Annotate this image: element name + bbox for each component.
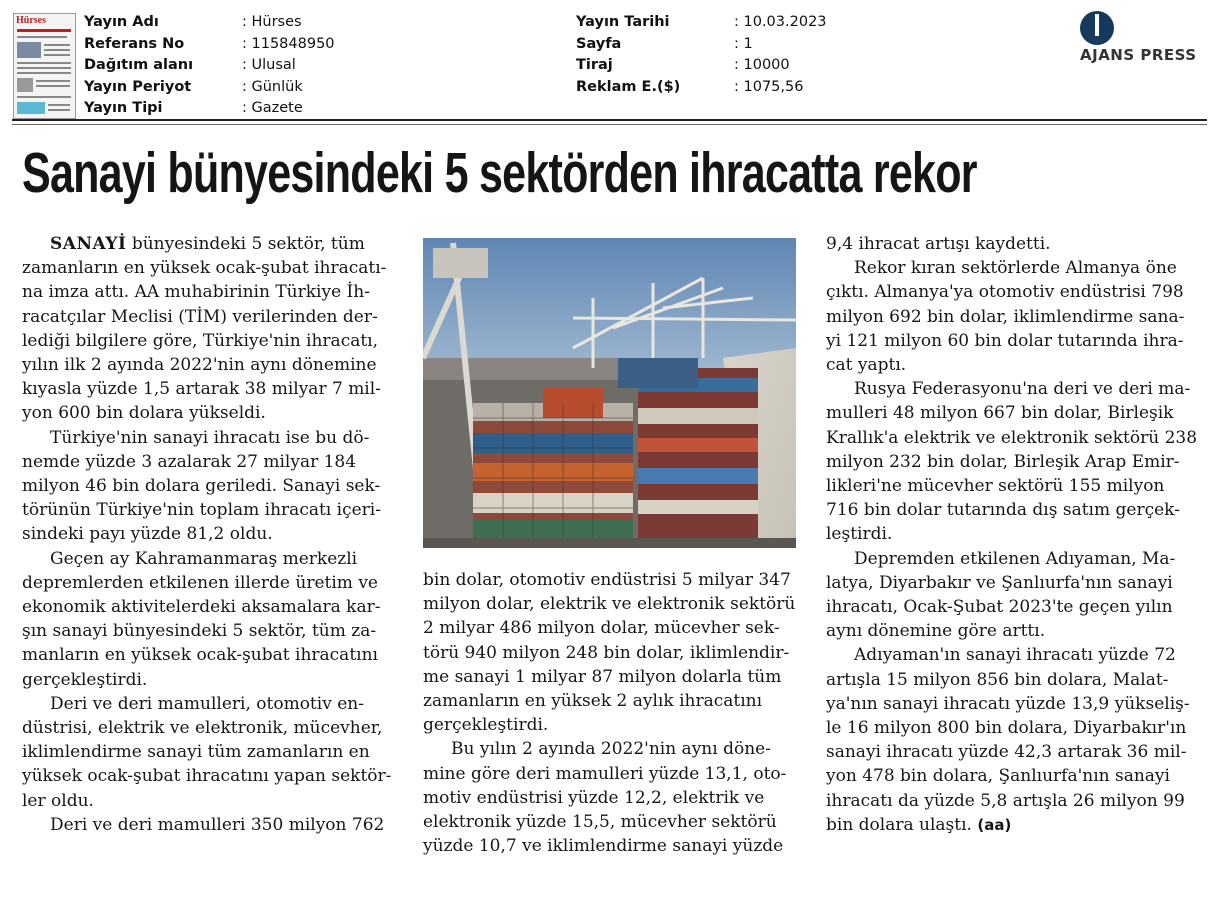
text-line: lediği bilgilere göre, Türkiye'nin ihracatı, [22, 330, 379, 351]
text-line: iklimlendirme sanayi tüm zamanların en [22, 742, 370, 763]
meta-value: : 10000 [734, 57, 790, 73]
text-line: latya, Diyarbakır ve Şanlıurfa'nın sanayi [826, 572, 1173, 593]
article-column-3 [826, 232, 1197, 837]
meta-label: Yayın Periyot [84, 78, 192, 95]
text-line: düstrisi, elektrik ve elektronik, mücevher, [22, 718, 383, 739]
meta-row-distribution [84, 55, 504, 77]
meta-value: : 1075,56 [734, 78, 804, 95]
meta-label: Dağıtım alanı [84, 57, 194, 73]
meta-row-publication [84, 12, 504, 34]
text-line: yi 121 milyon 60 bin dolar tutarında ihra- [826, 330, 1184, 351]
text-line: motiv endüstrisi yüzde 12,2, elektrik ve [423, 787, 765, 808]
meta-value: : 1 [734, 35, 753, 52]
text-line: mulleri 48 milyon 667 bin dolar, Birleşik [826, 403, 1174, 424]
text-line: aynı dönemine göre arttı. [826, 621, 1046, 642]
text-line: 716 bin dolar tutarında dış satım gerçek- [826, 500, 1180, 521]
meta-label: Yayın Tipi [84, 100, 163, 116]
text-line: Adıyaman'ın sanayi ihracatı yüzde 72 [854, 645, 1176, 666]
text-line: sindeki payı yüzde 81,2 oldu. [22, 524, 273, 545]
lead-word: SANAYİ [50, 234, 127, 254]
text-line: likleri'ne mücevher sektörü 155 milyon [826, 476, 1165, 497]
text-line: Türkiye'nin sanayi ihracatı ise bu dö- [50, 427, 370, 448]
text-line: Depremden etkilenen Adıyaman, Ma- [854, 548, 1176, 569]
text-line: manların en yüksek ocak-şubat ihracatını [22, 645, 378, 666]
meta-row-ad-value [576, 77, 956, 99]
text-line: artışla 15 milyon 856 bin dolara, Malat- [826, 669, 1169, 690]
port-photo-illustration [423, 238, 796, 548]
text-line: depremlerden etkilenen illerde üretim ve [22, 572, 378, 593]
text-line: yılın ilk 2 ayında 2022'nin aynı dönemine [22, 355, 377, 376]
text-line: milyon dolar, elektrik ve elektronik sektörü [423, 594, 796, 615]
meta-row-reference [84, 34, 504, 56]
article-column-1 [22, 232, 391, 837]
text-line: zamanların en yüksek ocak-şubat ihracatı- [22, 258, 387, 279]
text-line: elektronik yüzde 15,5, mücevher sektörü [423, 812, 777, 833]
meta-label: Yayın Tarihi [576, 14, 670, 30]
port-containers-photo [423, 238, 796, 548]
meta-row-type [84, 98, 504, 120]
text-line: me sanayi 1 milyar 87 milyon dolarla tüm [423, 666, 782, 687]
meta-value: : Hürses [242, 14, 302, 30]
text-line: bin dolar, otomotiv endüstrisi 5 milyar 347 [423, 570, 791, 590]
text-line: yon 478 bin dolara, Şanlıurfa'nın sanayi [826, 766, 1170, 787]
text-line: mine göre deri mamulleri yüzde 13,1, oto- [423, 763, 787, 784]
text-line: zamanların en yüksek 2 aylık ihracatını [423, 691, 763, 712]
text-line: leştirdi. [826, 524, 893, 545]
meta-value: : Ulusal [242, 57, 296, 73]
text-line: Rusya Federasyonu'na deri ve deri ma- [854, 379, 1191, 400]
meta-label: Referans No [84, 35, 185, 52]
text-line: çıktı. Almanya'ya otomotiv endüstrisi 798 [826, 282, 1184, 303]
text-line: ihracatı, Ocak-Şubat 2023'te geçen yılın [826, 597, 1173, 618]
text-line: törünün Türkiye'nin toplam ihracatı içeri- [22, 500, 381, 521]
logo-mark-icon [1080, 11, 1114, 45]
text-line: gerçekleştirdi. [423, 715, 549, 736]
text-line: nemde yüzde 3 azalarak 27 milyar 184 [22, 451, 357, 472]
meta-row-page [576, 34, 956, 56]
meta-row-circulation [576, 55, 956, 77]
meta-label: Tiraj [576, 57, 613, 73]
text-line: gerçekleştirdi. [22, 669, 148, 690]
header-divider [12, 119, 1207, 121]
clipping-thumbnail[interactable] [13, 13, 76, 119]
text-line: cat yaptı. [826, 355, 907, 376]
text-line: şın sanayi bünyesindeki 5 sektör, tüm za- [22, 621, 377, 642]
text-line: Krallık'a elektrik ve elektronik sektörü 238 [826, 427, 1198, 448]
thumbnail-masthead: Hürses [16, 15, 46, 26]
text-line: milyon 692 bin dolar, iklimlendirme sana- [826, 306, 1185, 327]
text-line: sanayi ihracatı yüzde 42,3 artarak 36 mil- [826, 742, 1187, 763]
meta-block-left [84, 12, 504, 122]
text-line: ya'nın sanayi ihracatı yüzde 13,9 yükseliş- [826, 693, 1190, 714]
ajans-press-logo [1080, 11, 1205, 67]
text-line: Deri ve deri mamulleri 350 milyon 762 [50, 814, 385, 835]
meta-value: : Günlük [242, 78, 303, 95]
text-line: Deri ve deri mamulleri, otomotiv en- [50, 693, 364, 714]
article-column-2 [423, 568, 795, 858]
meta-value: : 10.03.2023 [734, 14, 827, 30]
text-line: na imza attı. AA muhabirinin Türkiye İh- [22, 282, 370, 303]
text-line: Rekor kıran sektörlerde Almanya öne [854, 258, 1177, 279]
text-line: kıyasla yüzde 1,5 artarak 38 milyar 7 mil- [22, 379, 381, 400]
text-line: ler oldu. [22, 790, 94, 811]
text-line: ihracatı da yüzde 5,8 artışla 26 milyon 99 [826, 790, 1185, 811]
text-line: yüksek ocak-şubat ihracatını yapan sektör- [22, 766, 392, 787]
header-divider-thin [12, 124, 1207, 125]
text-line: yüzde 10,7 ve iklimlendirme sanayi yüzde [423, 836, 784, 857]
meta-row-date [576, 12, 956, 34]
text-line: yon 600 bin dolara yükseldi. [22, 403, 266, 424]
text-line: bünyesindeki 5 sektör, tüm [126, 234, 365, 254]
meta-row-period [84, 77, 504, 99]
meta-block-right [576, 12, 956, 102]
text-line: 9,4 ihracat artışı kaydetti. [826, 234, 1051, 254]
text-line: 2 milyar 486 milyon dolar, mücevher sek- [423, 618, 780, 639]
text-line: le 16 milyon 800 bin dolara, Diyarbakır'ın [826, 718, 1187, 739]
text-line: Geçen ay Kahramanmaraş merkezli [50, 548, 358, 569]
text-line: Bu yılın 2 ayında 2022'nin aynı döne- [451, 739, 771, 760]
meta-label: Sayfa [576, 35, 622, 52]
text-line: milyon 46 bin dolara geriledi. Sanayi sek- [22, 476, 381, 497]
text-line: bin dolara ulaştı. [826, 814, 978, 835]
headline: Sanayi bünyesindeki 5 sektörden ihracatta rekor [22, 141, 977, 205]
logo-text: AJANS PRESS [1080, 46, 1197, 64]
text-line: milyon 232 bin dolar, Birleşik Arap Emir- [826, 451, 1180, 472]
text-line: törü 940 milyon 248 bin dolar, iklimlendir- [423, 642, 790, 663]
meta-label: Reklam E.($) [576, 78, 681, 95]
text-line: ekonomik aktivitelerdeki aksamalara kar- [22, 597, 381, 618]
meta-value: : Gazete [242, 100, 303, 116]
meta-value: : 115848950 [242, 35, 335, 52]
meta-label: Yayın Adı [84, 14, 159, 30]
agency-signature: (aa) [977, 815, 1012, 834]
text-line: racatçılar Meclisi (TİM) verilerinden der- [22, 306, 378, 327]
